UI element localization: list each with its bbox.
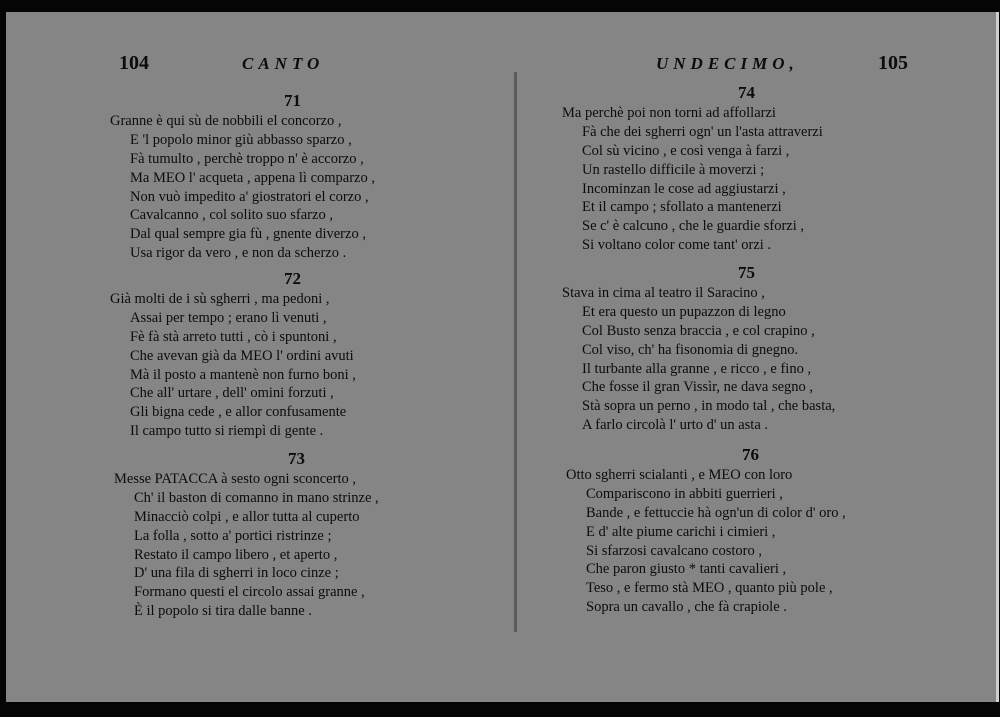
verse-line: Formano questi el circolo assai granne , — [134, 584, 365, 601]
verse-line: Assai per tempo ; erano lì venuti , — [130, 309, 327, 326]
verse-line: Col viso, ch' ha fisonomia di gnegno. — [582, 341, 799, 358]
left-running-head: CANTO — [242, 54, 325, 73]
verse-line: Compariscono in abbiti guerrieri , — [586, 485, 783, 502]
verse-line: Non vuò impedito a' giostratori el corzo , — [130, 188, 369, 205]
verse-line: Bande , e fettuccie hà ogn'un di color d' oro , — [586, 504, 846, 521]
verse-line: Il campo tutto si riempì di gente . — [130, 423, 324, 440]
verse-line: Cavalcanno , col solito suo sfarzo , — [130, 207, 333, 224]
stanza-number: 75 — [738, 263, 755, 282]
verse-line: È il popolo si tira dalle banne . — [134, 603, 312, 620]
right-running-head: UNDECIMO, — [656, 54, 799, 73]
verse-line: Che paron giusto * tanti cavalieri , — [586, 561, 787, 578]
verse-line: Teso , e fermo stà MEO , quanto più pole , — [586, 580, 833, 597]
verse-line: Stà sopra un perno , in modo tal , che basta, — [582, 398, 836, 415]
verse-line: Che avevan già da MEO l' ordini avuti — [130, 347, 354, 364]
verse-line: La folla , sotto a' portici ristrinze ; — [134, 527, 332, 544]
verse-line: Otto sgherri scialanti , e MEO con loro — [566, 467, 793, 483]
stanza-74 — [562, 82, 823, 255]
verse-line: Mà il posto a mantenè non furno boni , — [130, 366, 356, 383]
stanza-71 — [110, 90, 375, 263]
verse-line: Granne è qui sù de nobbili el concorzo , — [110, 113, 342, 129]
stanza-73 — [114, 448, 379, 621]
verse-line: D' una fila di sgherri in loco cinze ; — [134, 565, 339, 582]
stanza-75 — [562, 262, 835, 435]
verse-line: Se c' è calcuno , che le guardie sforzi , — [582, 218, 805, 235]
verse-line: Incominzan le cose ad aggiustarzi , — [582, 180, 786, 197]
verse-line: Gli bigna cede , e allor confusamente — [130, 404, 347, 421]
verse-line: Stava in cima al teatro il Saracino , — [562, 285, 765, 301]
stanza-number: 76 — [742, 445, 759, 464]
verse-line: Si voltano color come tant' orzi . — [582, 237, 772, 254]
verse-line: Fè fà stà arreto tutti , cò i spuntoni , — [130, 328, 337, 345]
verse-line: Et era questo un pupazzon di legno — [582, 303, 786, 320]
right-page — [518, 12, 996, 702]
verse-line: E d' alte piume carichi i cimieri , — [586, 523, 776, 540]
stanza-76 — [566, 444, 846, 617]
verse-line: Minacciò colpi , e allor tutta al cuperto — [134, 508, 360, 525]
verse-line: Ma MEO l' acqueta , appena lì comparzo , — [130, 169, 375, 186]
verse-line: Ma perchè poi non torni ad affollarzi — [562, 105, 776, 121]
book-spread — [6, 12, 999, 702]
verse-line: Fà tumulto , perchè troppo n' è accorzo , — [130, 150, 364, 167]
verse-line: Col Busto senza braccia , e col crapino , — [582, 322, 815, 339]
stanza-number: 73 — [288, 449, 305, 468]
verse-line: Restato il campo libero , et aperto , — [134, 546, 338, 563]
verse-line: Et il campo ; sfollato a mantenerzi — [582, 199, 782, 216]
stanza-number: 74 — [738, 83, 755, 102]
verse-line: Col sù vicino , e così venga à farzi , — [582, 142, 790, 159]
verse-line: Già molti de i sù sgherri , ma pedoni , — [110, 291, 330, 307]
verse-line: Fà che dei sgherri ogn' un l'asta attraverzi — [582, 123, 823, 140]
verse-line: Ch' il baston di comanno in mano strinze , — [134, 489, 379, 506]
book-gutter — [514, 72, 517, 632]
verse-line: Usa rigor da vero , e non da scherzo . — [130, 245, 347, 262]
right-page-number: 105 — [878, 52, 908, 74]
stanza-number: 72 — [284, 269, 301, 288]
verse-line: Un rastello difficile à moverzi ; — [582, 161, 765, 178]
verse-line: Sopra un cavallo , che fà crapiole . — [586, 599, 787, 616]
verse-line: Messe PATACCA à sesto ogni sconcerto , — [114, 471, 356, 487]
verse-line: Dal qual sempre gia fù , gnente diverzo , — [130, 226, 366, 243]
verse-line: Che fosse il gran Vissìr, ne dava segno , — [582, 379, 814, 396]
verse-line: Si sfarzosi cavalcano costoro , — [586, 542, 762, 559]
verse-line: Il turbante alla granne , e ricco , e fino , — [582, 360, 812, 377]
stanza-number: 71 — [284, 91, 301, 110]
verse-line: E 'l popolo minor giù abbasso sparzo , — [130, 131, 352, 148]
stanza-72 — [110, 268, 356, 441]
verse-line: Che all' urtare , dell' omini forzuti , — [130, 385, 334, 402]
left-page — [6, 12, 506, 702]
left-page-number: 104 — [119, 52, 149, 74]
verse-line: A farlo circolà l' urto d' un asta . — [582, 417, 769, 434]
